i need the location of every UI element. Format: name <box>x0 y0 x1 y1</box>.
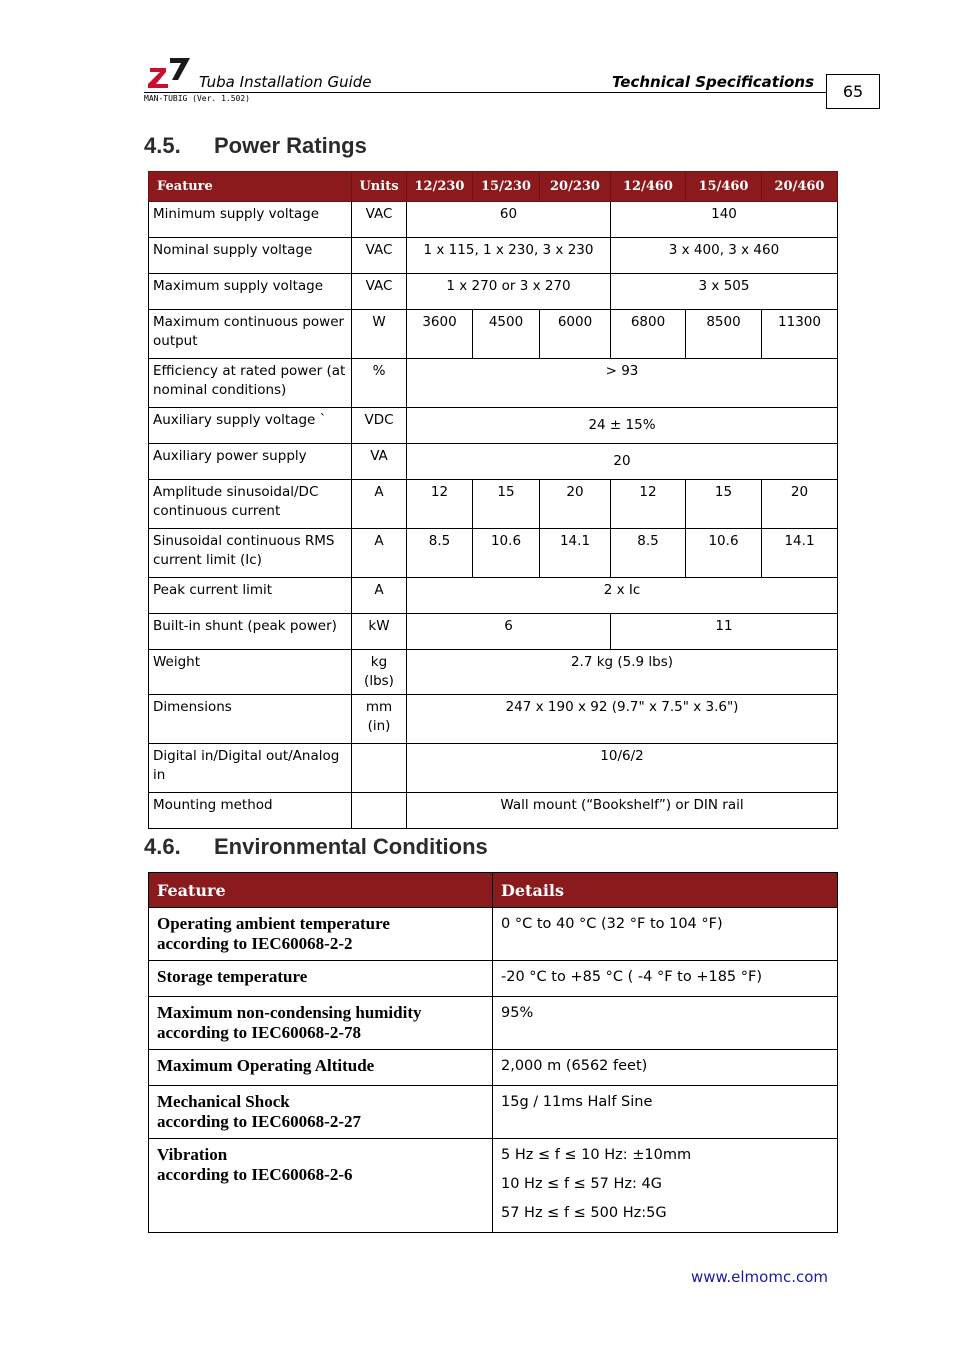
column-header: 20/230 <box>540 172 611 202</box>
table-header-row <box>149 873 838 908</box>
value-cell: 15 <box>473 480 540 529</box>
value-cell: 14.1 <box>762 529 838 578</box>
value-cell: 20 <box>540 480 611 529</box>
value-cell: 11300 <box>762 310 838 359</box>
value-cell: 10.6 <box>686 529 762 578</box>
value-cell: 10/6/2 <box>407 744 838 793</box>
table-row <box>149 480 838 529</box>
column-header: 15/460 <box>686 172 762 202</box>
unit-cell: VAC <box>352 238 407 274</box>
value-cell: 15 <box>686 480 762 529</box>
table-row <box>149 274 838 310</box>
feature-cell: Auxiliary supply voltage ` <box>149 408 352 444</box>
unit-cell: W <box>352 310 407 359</box>
unit-cell: VA <box>352 444 407 480</box>
unit-cell: VAC <box>352 274 407 310</box>
feature-cell: Mechanical Shock according to IEC60068-2-27 <box>149 1086 493 1139</box>
value-cell: 6000 <box>540 310 611 359</box>
value-cell: 60 <box>407 202 611 238</box>
table-row <box>149 961 838 997</box>
table-row <box>149 744 838 793</box>
feature-cell: Vibration according to IEC60068-2-6 <box>149 1139 493 1233</box>
feature-cell: Built-in shunt (peak power) <box>149 614 352 650</box>
column-header: Units <box>352 172 407 202</box>
feature-cell: Auxiliary power supply <box>149 444 352 480</box>
value-cell: 11 <box>611 614 838 650</box>
value-cell: 8.5 <box>407 529 473 578</box>
table-row <box>149 1086 838 1139</box>
unit-cell: A <box>352 578 407 614</box>
table-row <box>149 614 838 650</box>
table-row <box>149 997 838 1050</box>
feature-cell: Peak current limit <box>149 578 352 614</box>
environmental-conditions-table <box>148 872 838 1233</box>
value-cell: 3600 <box>407 310 473 359</box>
table-row <box>149 908 838 961</box>
column-header: 15/230 <box>473 172 540 202</box>
table-row <box>149 793 838 829</box>
page-number: 65 <box>826 74 880 109</box>
table-row <box>149 202 838 238</box>
feature-cell: Digital in/Digital out/Analog in <box>149 744 352 793</box>
table-row <box>149 578 838 614</box>
value-cell: 6 <box>407 614 611 650</box>
value-cell: 12 <box>407 480 473 529</box>
value-cell: 20 <box>407 444 838 480</box>
table-row <box>149 1139 838 1233</box>
unit-cell: A <box>352 480 407 529</box>
section-title: Technical Specifications <box>611 73 814 91</box>
table-row <box>149 444 838 480</box>
feature-cell: Maximum Operating Altitude <box>149 1050 493 1086</box>
column-header: 20/460 <box>762 172 838 202</box>
table-row <box>149 529 838 578</box>
column-header: Feature <box>149 172 352 202</box>
unit-cell <box>352 793 407 829</box>
unit-cell: A <box>352 529 407 578</box>
table-row <box>149 408 838 444</box>
feature-cell: Sinusoidal continuous RMS current limit (Ic) <box>149 529 352 578</box>
table-row <box>149 310 838 359</box>
power-ratings-heading: 4.5. Power Ratings <box>144 133 367 158</box>
feature-cell: Operating ambient temperature according to IEC60068-2-2 <box>149 908 493 961</box>
feature-cell: Amplitude sinusoidal/DC continuous current <box>149 480 352 529</box>
value-cell: 4500 <box>473 310 540 359</box>
feature-cell: Weight <box>149 650 352 695</box>
feature-cell: Storage temperature <box>149 961 493 997</box>
feature-cell: Nominal supply voltage <box>149 238 352 274</box>
column-header: Details <box>493 873 838 908</box>
detail-cell: 0 °C to 40 °C (32 °F to 104 °F) <box>493 908 838 961</box>
value-cell: 3 x 400, 3 x 460 <box>611 238 838 274</box>
detail-cell: 5 Hz ≤ f ≤ 10 Hz: ±10mm 10 Hz ≤ f ≤ 57 Hz: 4G 57 Hz ≤ f ≤ 500 Hz:5G <box>493 1139 838 1233</box>
value-cell: 24 ± 15% <box>407 408 838 444</box>
value-cell: 140 <box>611 202 838 238</box>
power-ratings-table <box>148 171 838 829</box>
unit-cell: % <box>352 359 407 408</box>
value-cell: 247 x 190 x 92 (9.7" x 7.5" x 3.6") <box>407 695 838 744</box>
value-cell: 6800 <box>611 310 686 359</box>
table-header-row <box>149 172 838 202</box>
column-header: 12/460 <box>611 172 686 202</box>
detail-cell: 15g / 11ms Half Sine <box>493 1086 838 1139</box>
table-row <box>149 650 838 695</box>
document-version: MAN-TUBIG (Ver. 1.502) <box>144 94 250 103</box>
environmental-conditions-heading: 4.6. Environmental Conditions <box>144 834 488 859</box>
value-cell: 20 <box>762 480 838 529</box>
feature-cell: Efficiency at rated power (at nominal conditions) <box>149 359 352 408</box>
unit-cell: kg (lbs) <box>352 650 407 695</box>
value-cell: Wall mount (“Bookshelf”) or DIN rail <box>407 793 838 829</box>
website-link[interactable]: www.elmomc.com <box>690 1268 828 1286</box>
unit-cell: mm (in) <box>352 695 407 744</box>
unit-cell: kW <box>352 614 407 650</box>
column-header: 12/230 <box>407 172 473 202</box>
document-title: Tuba Installation Guide <box>199 73 372 91</box>
feature-cell: Maximum supply voltage <box>149 274 352 310</box>
detail-cell: -20 °C to +85 °C ( -4 °F to +185 °F) <box>493 961 838 997</box>
feature-cell: Maximum non-condensing humidity according to IEC60068-2-78 <box>149 997 493 1050</box>
table-row <box>149 1050 838 1086</box>
value-cell: 10.6 <box>473 529 540 578</box>
feature-cell: Minimum supply voltage <box>149 202 352 238</box>
value-cell: > 93 <box>407 359 838 408</box>
column-header: Feature <box>149 873 493 908</box>
value-cell: 1 x 270 or 3 x 270 <box>407 274 611 310</box>
value-cell: 3 x 505 <box>611 274 838 310</box>
unit-cell: VAC <box>352 202 407 238</box>
feature-cell: Dimensions <box>149 695 352 744</box>
elmo-logo-icon <box>148 58 190 88</box>
value-cell: 1 x 115, 1 x 230, 3 x 230 <box>407 238 611 274</box>
detail-cell: 95% <box>493 997 838 1050</box>
value-cell: 8.5 <box>611 529 686 578</box>
feature-cell: Mounting method <box>149 793 352 829</box>
value-cell: 8500 <box>686 310 762 359</box>
table-row <box>149 359 838 408</box>
detail-cell: 2,000 m (6562 feet) <box>493 1050 838 1086</box>
table-row <box>149 238 838 274</box>
value-cell: 14.1 <box>540 529 611 578</box>
header-divider <box>144 92 826 93</box>
table-row <box>149 695 838 744</box>
value-cell: 2.7 kg (5.9 lbs) <box>407 650 838 695</box>
value-cell: 2 x Ic <box>407 578 838 614</box>
value-cell: 12 <box>611 480 686 529</box>
unit-cell <box>352 744 407 793</box>
unit-cell: VDC <box>352 408 407 444</box>
feature-cell: Maximum continuous power output <box>149 310 352 359</box>
